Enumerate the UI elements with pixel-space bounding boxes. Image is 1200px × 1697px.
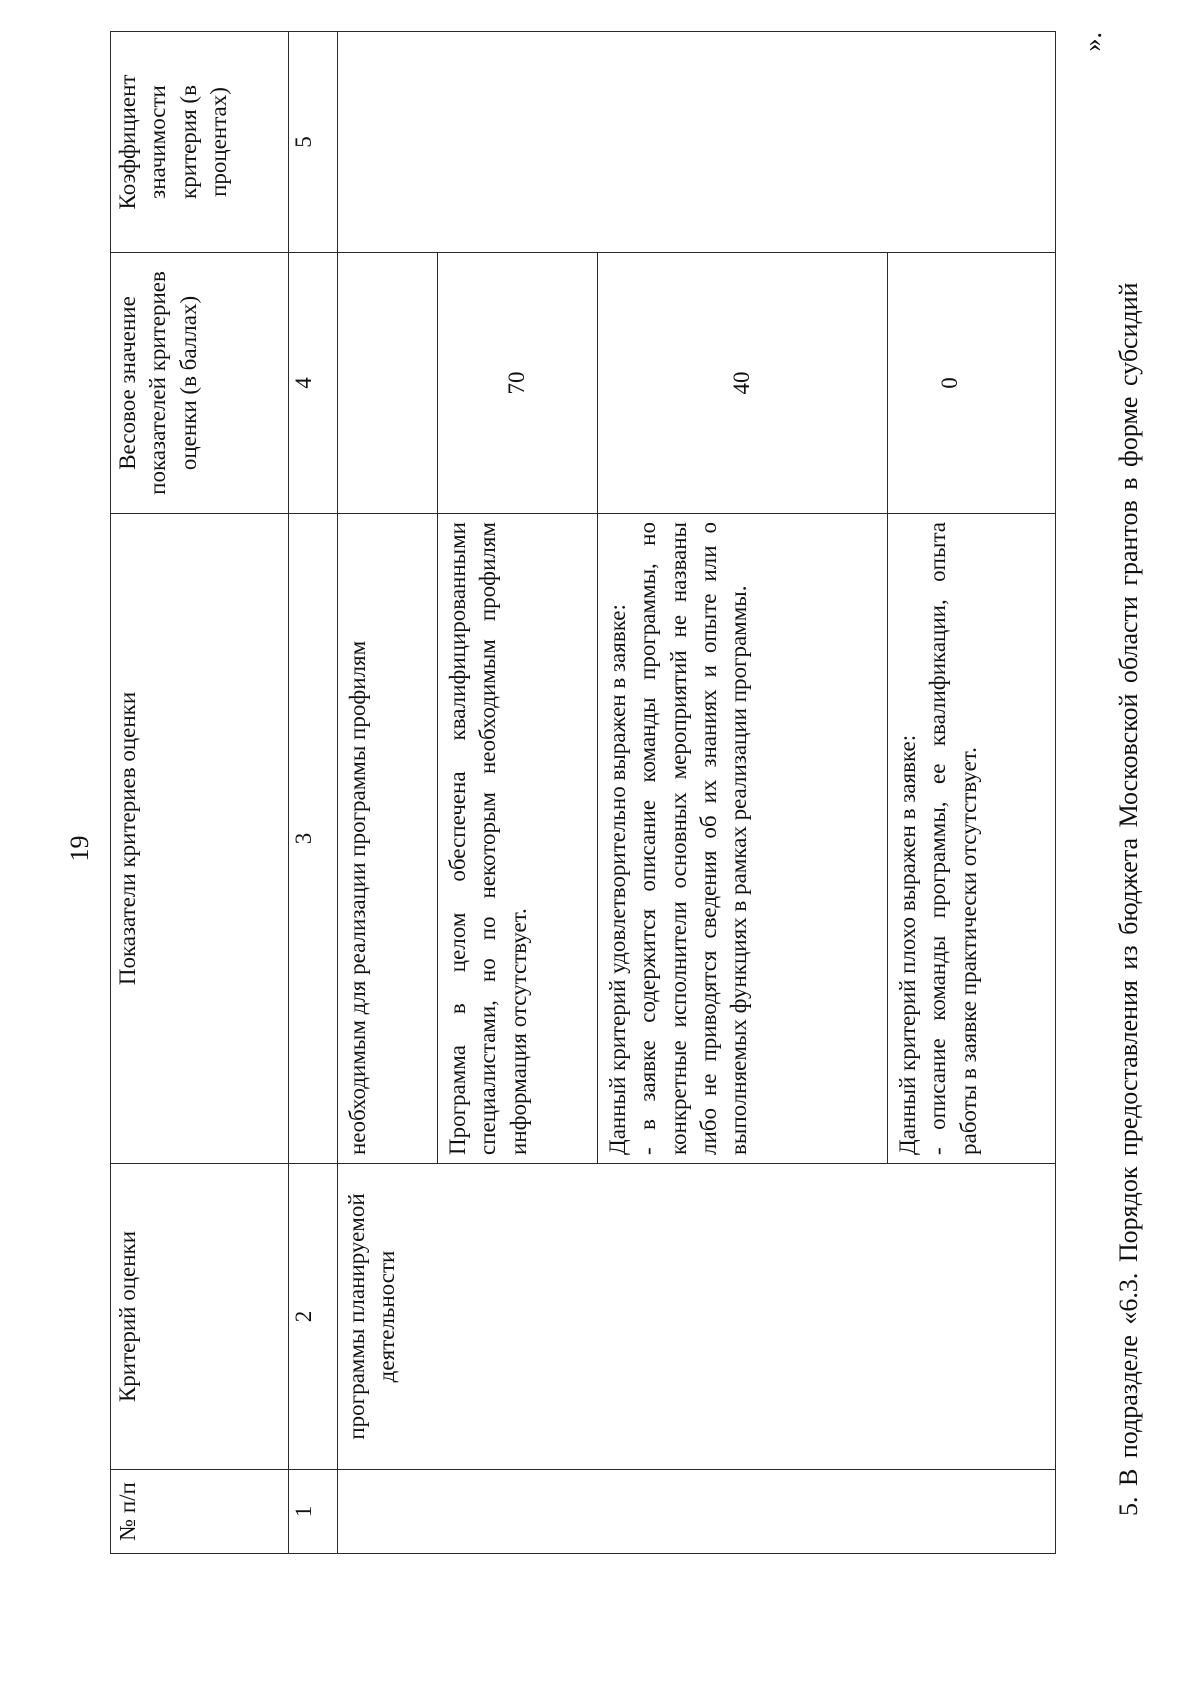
- footer-text: [1075, 32, 1148, 1554]
- indicators-cell: [338, 514, 1056, 1164]
- points-value: 0: [936, 377, 962, 389]
- criterion-row: [338, 32, 1056, 1554]
- points-value: 70: [438, 253, 598, 513]
- column-number: 5: [289, 32, 338, 253]
- indicator-row: [598, 514, 888, 1163]
- row-number-cell: [338, 1470, 1056, 1554]
- column-number: 4: [289, 253, 338, 514]
- header-num: № п/п: [111, 1470, 289, 1554]
- header-row: [111, 32, 289, 1554]
- header-indicators: Показатели критериев оценки: [111, 514, 289, 1164]
- indicator-text: Программа в целом обеспечена квалифицированными специалистами, но по некоторым необходимым профилям информация отсутствует.: [445, 522, 531, 1155]
- points-cell: [338, 253, 1056, 514]
- points-value: [338, 253, 438, 513]
- indicator-row: [338, 514, 438, 1163]
- indicator-text: необходимым для реализации программы профилям: [345, 640, 370, 1155]
- indicator-bullet: - описание команды программы, ее квалификации, опыта работы в заявке практически отсутствует.: [925, 522, 981, 1155]
- column-number: 2: [289, 1164, 338, 1470]
- column-number-row: [289, 32, 338, 1554]
- indicator-bullet: - в заявке содержится описание команды программы, но конкретные исполнители основных мероприятий не названы либо не приводятся сведения об их знаниях и опыте или о выполняемых функциях в рамках реализации программы.: [635, 522, 752, 1155]
- header-weight: Весовое значение показателей критериев оценки (в баллах): [111, 253, 289, 514]
- column-number: 1: [289, 1470, 338, 1554]
- column-number: 3: [289, 514, 338, 1164]
- criterion-name: программы планируемой деятельности: [344, 1193, 400, 1440]
- criteria-table: [110, 31, 1056, 1554]
- points-value: 40: [598, 253, 888, 513]
- indicator-text: Данный критерий плохо выражен в заявке:: [895, 734, 920, 1155]
- indicator-row: [888, 514, 1012, 1163]
- header-criterion: Критерий оценки: [111, 1164, 289, 1470]
- page-number: 19: [65, 835, 94, 862]
- coefficient-cell: [338, 32, 1056, 253]
- amendment-paragraph: 5. В подразделе «6.3. Порядок предоставления из бюджета Московской области грантов в форме субсидий: [1114, 282, 1144, 1516]
- closing-quote: ».: [1078, 32, 1107, 52]
- indicator-text: Данный критерий удовлетворительно выражен в заявке:: [605, 604, 630, 1155]
- indicator-row: [438, 514, 598, 1163]
- criterion-cell: [338, 1164, 1056, 1470]
- header-coefficient: Коэффициент значимости критерия (в процентах): [111, 32, 289, 253]
